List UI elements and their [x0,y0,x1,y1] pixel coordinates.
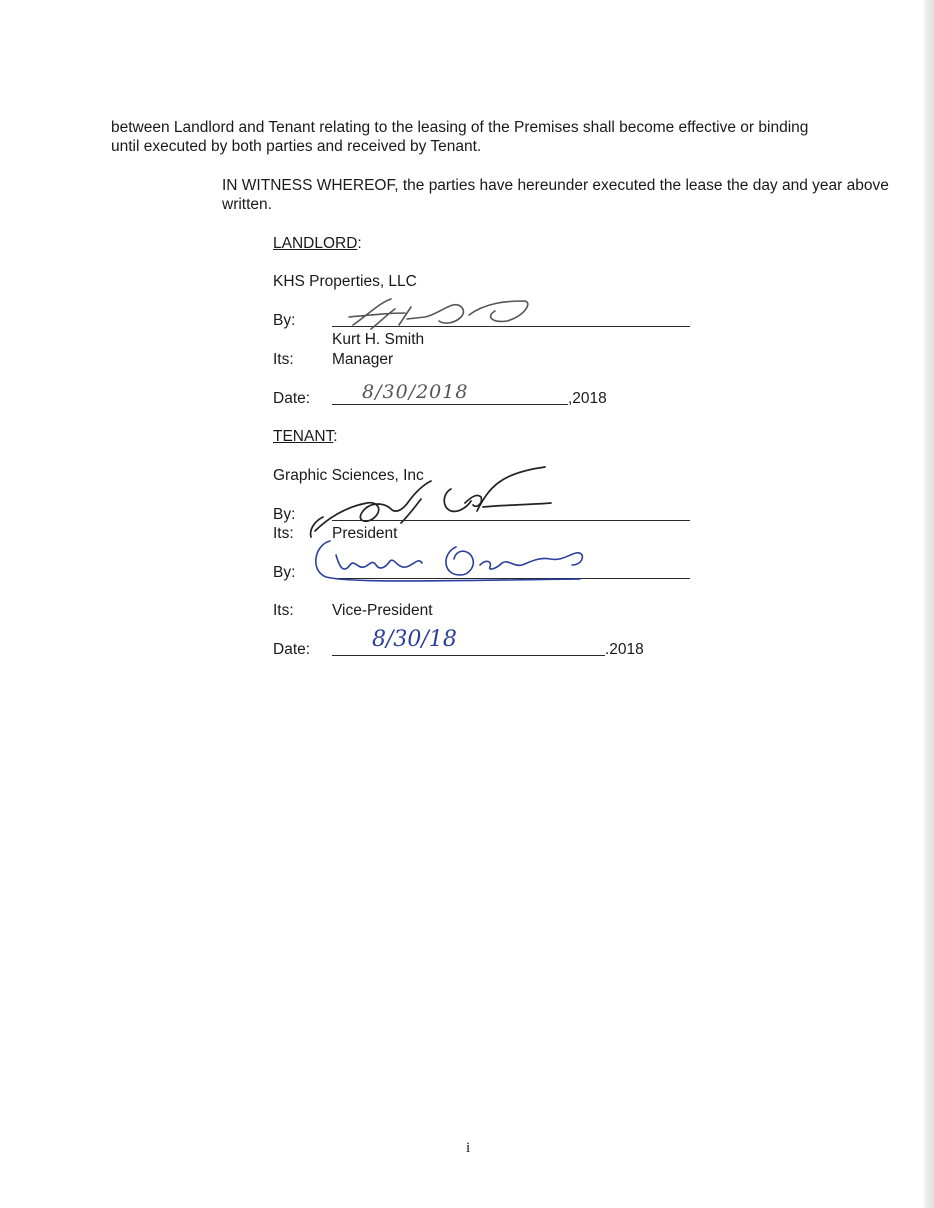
tenant-by-label-2: By: [273,564,296,581]
tenant-title-2: Vice-President [332,602,433,619]
landlord-its-label: Its: [273,351,294,368]
tenant-date-year: .2018 [605,641,644,658]
tenant-by-label-1: By: [273,506,296,523]
tenant-its-label-1: Its: [273,525,294,542]
landlord-by-label: By: [273,312,296,329]
witness-paragraph: IN WITNESS WHEREOF, the parties have hereunder executed the lease the day and year above written. [222,177,889,213]
tenant-company: Graphic Sciences, Inc [273,467,424,484]
tenant-vice-president-signature [310,535,590,585]
tenant-date-label: Date: [273,641,311,658]
tenant-date-handwritten: 8/30/18 [372,627,457,652]
tenant-heading: TENANT: [273,428,338,445]
page-number: i [466,1140,471,1156]
closing-paragraph: between Landlord and Tenant relating to the leasing of the Premises shall become effective or binding until executed by both parties and received by Tenant. [111,119,809,155]
tenant-president-signature [305,463,560,541]
tenant-title-1: President [332,525,398,542]
landlord-date-line [332,404,568,405]
landlord-heading: LANDLORD: [273,235,362,252]
tenant-date-line [332,655,605,656]
landlord-date-handwritten: 8/30/2018 [362,381,469,403]
tenant-its-label-2: Its: [273,602,294,619]
landlord-date-year: ,2018 [568,390,607,407]
landlord-date-label: Date: [273,390,311,407]
landlord-company: KHS Properties, LLC [273,273,417,290]
landlord-signer-name: Kurt H. Smith [332,331,425,348]
landlord-title: Manager [332,351,394,368]
